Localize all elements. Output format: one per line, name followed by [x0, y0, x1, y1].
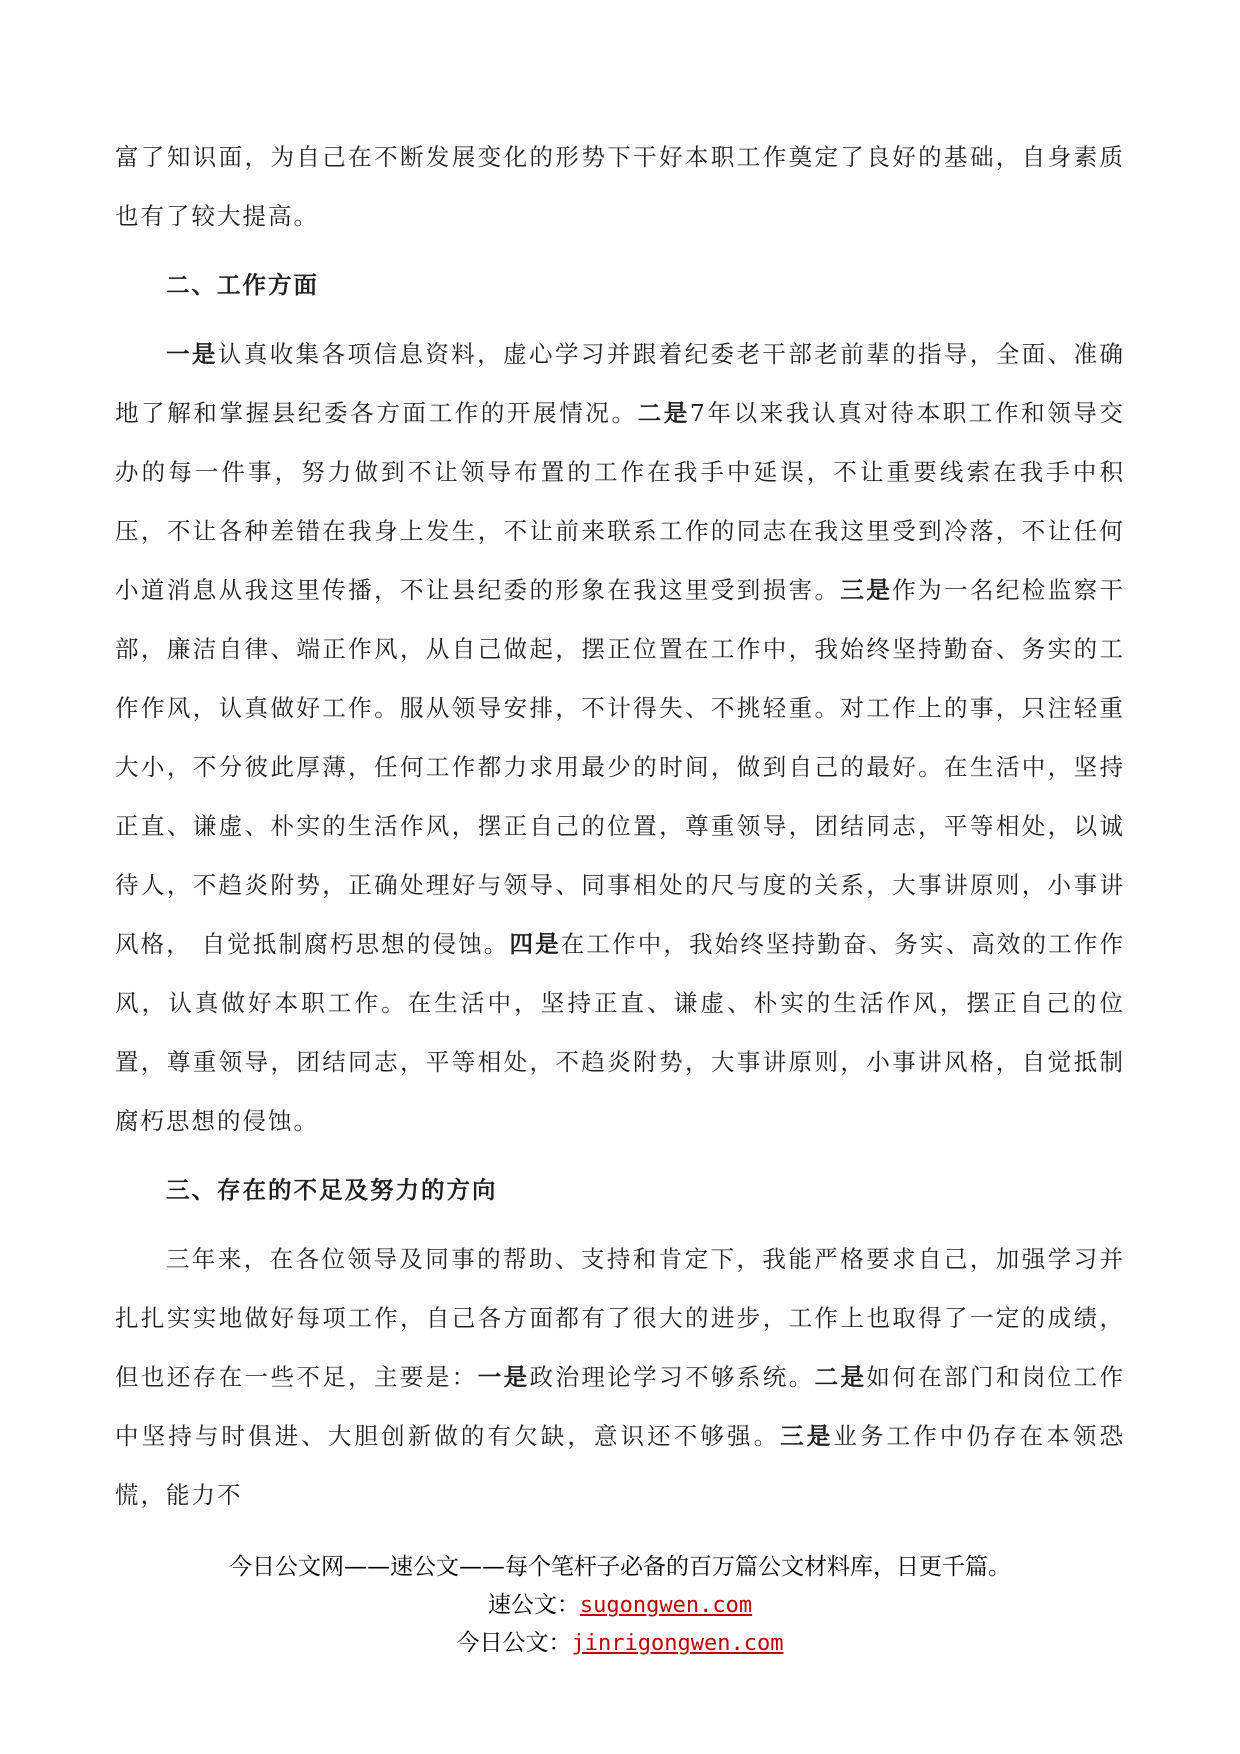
footer-jinrigongwen — [0, 1624, 1240, 1662]
paragraph-work — [115, 325, 1125, 1151]
footer-sugongwen — [0, 1586, 1240, 1624]
document-body — [115, 128, 1125, 1525]
footer-jinrigongwen-label: 今日公文： — [456, 1630, 572, 1656]
paragraph-intro: 富了知识面，为自己在不断发展变化的形势下干好本职工作奠定了良好的基础，自身素质也有了较大提高。 — [115, 143, 1125, 230]
section-heading-shortcomings: 三、存在的不足及努力的方向 — [166, 1176, 498, 1204]
bold-lead-in: 三是 — [840, 576, 893, 604]
section-heading-work: 二、工作方面 — [166, 271, 319, 299]
footer-slogan: 今日公文网——速公文——每个笔杆子必备的百万篇公文材料库，日更千篇。 — [229, 1554, 1011, 1580]
paragraph-text-run: 在工作中，我始终坚持勤奋、务实、高效的工作作风，认真做好本职工作。在生活中，坚持正直、谦虚、朴实的生活作风，摆正自己的位置，尊重领导，团结同志，平等相处，不趋炎附势，大事讲原则，小事讲风格，自觉抵制腐朽思想的侵蚀。 — [115, 930, 1125, 1135]
bold-lead-in: 四是 — [509, 930, 561, 958]
bold-lead-in: 三是 — [780, 1422, 834, 1450]
bold-lead-in: 二是 — [637, 399, 690, 427]
bold-lead-in: 二是 — [814, 1363, 867, 1391]
paragraph-shortcomings — [115, 1230, 1125, 1525]
paragraph-text-run: 作为一名纪检监察干部，廉洁自律、端正作风，从自己做起，摆正位置在工作中，我始终坚持勤奋、务实的工作作风，认真做好工作。服从领导安排，不计得失、不挑轻重。对工作上的事，只注轻重大小，不分彼此厚薄，任何工作都力求用最少的时间，做到自己的最好。在生活中，坚持正直、谦虚、朴实的生活作风，摆正自己的位置，尊重领导，团结同志，平等相处，以诚待人，不趋炎附势，正确处理好与领导、同事相处的尺与度的关系，大事讲原则，小事讲风格， 自觉抵制腐朽思想的侵蚀。 — [115, 576, 1126, 958]
jinrigongwen-link[interactable]: jinrigongwen.com — [571, 1631, 784, 1656]
paragraph-text-run: 7年以来我认真对待本职工作和领导交办的每一件事，努力做到不让领导布置的工作在我手中延误，不让重要线索在我手中积压，不让各种差错在我身上发生，不让前来联系工作的同志在我这里受到冷落，不让任何小道消息从我这里传播，不让县纪委的形象在我这里受到损害。 — [115, 399, 1125, 604]
paragraph-text-run: 认真收集各项信息资料，虚心学习并跟着纪委老干部老前辈的指导，全面、准确地了解和掌握县纪委各方面工作的开展情况。 — [115, 340, 1126, 427]
paragraph-text-run: 政治理论学习不够系统。 — [529, 1363, 815, 1391]
bold-lead-in: 一是 — [477, 1363, 530, 1391]
bold-lead-in: 一是 — [166, 340, 218, 368]
paragraph-text-run: 业务工作中仍存在本领恐慌，能力不 — [115, 1422, 1126, 1509]
sugongwen-link[interactable]: sugongwen.com — [579, 1593, 753, 1618]
paragraph-text-run: 三年来，在各位领导及同事的帮助、支持和肯定下，我能严格要求自己，加强学习并扎扎实实地做好每项工作，自己各方面都有了很大的进步，工作上也取得了一定的成绩，但也还存在一些不足，主要是： — [115, 1245, 1125, 1391]
paragraph-text-run: 如何在部门和岗位工作中坚持与时俱进、大胆创新做的有欠缺，意识还不够强。 — [115, 1363, 1126, 1450]
footer — [0, 1548, 1240, 1662]
footer-sugongwen-label: 速公文： — [487, 1592, 580, 1618]
